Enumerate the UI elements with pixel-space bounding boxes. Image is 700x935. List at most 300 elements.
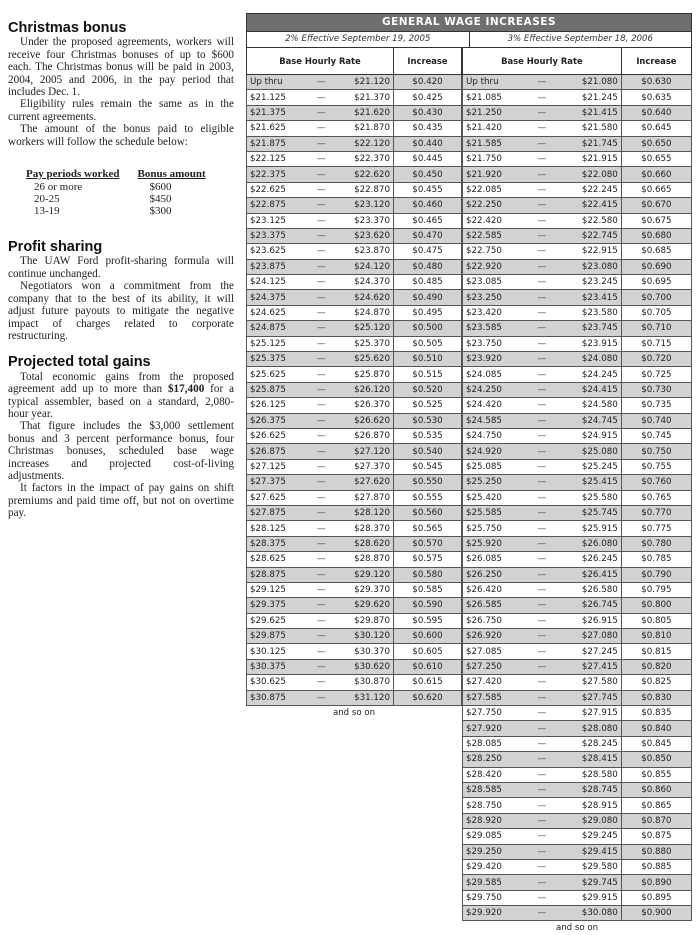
increase-cell: $0.455 [394, 182, 462, 197]
rate-to-cell: $29.080 [549, 813, 621, 828]
wage-row [463, 305, 692, 320]
increase-cell: $0.800 [621, 598, 691, 613]
wage-row [463, 844, 692, 859]
range-dash: — [314, 367, 329, 382]
table1-wrapper [246, 47, 462, 720]
range-dash: — [535, 521, 550, 536]
figure-includes-paragraph: That figure includes the $3,000 settlement bonus and 3 percent performance bonus, four Christmas bonuses, scheduled base wage increases and projected cost-of-living adjustments. [8, 420, 234, 482]
rate-from-cell: $21.085 [463, 90, 535, 105]
increase-cell: $0.480 [394, 259, 462, 274]
rate-to-cell: $29.245 [549, 829, 621, 844]
wage-tables [246, 47, 692, 935]
rate-to-cell: $24.915 [549, 428, 621, 443]
rate-to-cell: $27.870 [329, 490, 394, 505]
increase-cell: $0.530 [394, 413, 462, 428]
wage-row [463, 690, 692, 705]
increase-cell: $0.440 [394, 136, 462, 151]
rate-from-cell: $30.125 [247, 644, 314, 659]
rate-from-cell: $28.625 [247, 552, 314, 567]
range-dash: — [535, 829, 550, 844]
range-dash: — [314, 398, 329, 413]
rate-to-cell: $21.415 [549, 105, 621, 120]
increase-cell: $0.635 [621, 90, 691, 105]
range-dash: — [314, 552, 329, 567]
rate-to-cell: $23.245 [549, 275, 621, 290]
range-dash: — [314, 382, 329, 397]
wage-row [247, 75, 462, 90]
rate-from-cell: $27.875 [247, 505, 314, 520]
range-dash: — [535, 275, 550, 290]
wage-row [463, 244, 692, 259]
wage-row [463, 644, 692, 659]
wage-row [247, 382, 462, 397]
rate-to-cell: $25.915 [549, 521, 621, 536]
increase-cell: $0.550 [394, 475, 462, 490]
increase-cell: $0.795 [621, 582, 691, 597]
rate-to-cell: $29.870 [329, 613, 394, 628]
range-dash: — [535, 121, 550, 136]
rate-from-cell: $24.750 [463, 428, 535, 443]
rate-to-cell: $27.745 [549, 690, 621, 705]
increase-cell: $0.470 [394, 228, 462, 243]
wage-row [247, 275, 462, 290]
total-gains-paragraph [8, 371, 234, 421]
rate-from-cell: $29.585 [463, 875, 535, 890]
increase-cell: $0.540 [394, 444, 462, 459]
wage-row [247, 398, 462, 413]
range-dash: — [535, 490, 550, 505]
rate-from-cell: $23.875 [247, 259, 314, 274]
rate-from-cell: $30.375 [247, 659, 314, 674]
rate-from-cell: $23.420 [463, 305, 535, 320]
profit-sharing-paragraph: The UAW Ford profit-sharing formula will continue unchanged. [8, 255, 234, 280]
rate-to-cell: $28.580 [549, 767, 621, 782]
rate-to-cell: $24.370 [329, 275, 394, 290]
wage-row [247, 629, 462, 644]
rate-from-cell: $24.625 [247, 305, 314, 320]
base-rate-header: Base Hourly Rate [463, 48, 622, 75]
rate-from-cell: $29.625 [247, 613, 314, 628]
increase-cell: $0.815 [621, 644, 691, 659]
increase-cell: $0.460 [394, 198, 462, 213]
range-dash: — [314, 690, 329, 705]
effective-dates-row [246, 32, 692, 47]
range-dash: — [535, 875, 550, 890]
range-dash: — [535, 906, 550, 921]
rate-from-cell: $26.125 [247, 398, 314, 413]
wage-row [247, 444, 462, 459]
increase-cell: $0.700 [621, 290, 691, 305]
range-dash: — [314, 413, 329, 428]
total-gains-text-start: Total economic gains from the proposed agreement add up to more than [8, 370, 234, 396]
wage-row [247, 90, 462, 105]
wage-row [463, 275, 692, 290]
increase-cell: $0.885 [621, 859, 691, 874]
rate-to-cell: $24.245 [549, 367, 621, 382]
rate-to-cell: $26.620 [329, 413, 394, 428]
rate-from-cell: $22.585 [463, 228, 535, 243]
rate-to-cell: $23.745 [549, 321, 621, 336]
rate-to-cell: $27.415 [549, 659, 621, 674]
rate-from-cell: $21.250 [463, 105, 535, 120]
increase-cell: $0.810 [621, 629, 691, 644]
wage-row [247, 659, 462, 674]
increase-cell: $0.590 [394, 598, 462, 613]
wage-row [247, 675, 462, 690]
increase-cell: $0.755 [621, 459, 691, 474]
rate-from-cell: $25.585 [463, 505, 535, 520]
increase-cell: $0.545 [394, 459, 462, 474]
rate-from-cell: $27.250 [463, 659, 535, 674]
wage-row [247, 352, 462, 367]
rate-to-cell: $23.080 [549, 259, 621, 274]
wage-row [463, 475, 692, 490]
wage-row [463, 752, 692, 767]
range-dash: — [535, 336, 550, 351]
rate-from-cell: $21.375 [247, 105, 314, 120]
increase-cell: $0.820 [621, 659, 691, 674]
wage-row [463, 290, 692, 305]
increase-cell: $0.650 [621, 136, 691, 151]
rate-from-cell: $26.750 [463, 613, 535, 628]
rate-to-cell: $22.915 [549, 244, 621, 259]
rate-to-cell: $27.370 [329, 459, 394, 474]
rate-from-cell: $27.585 [463, 690, 535, 705]
range-dash: — [535, 659, 550, 674]
increase-cell: $0.640 [621, 105, 691, 120]
increase-cell: $0.775 [621, 521, 691, 536]
rate-to-cell: $22.620 [329, 167, 394, 182]
rate-from-cell: $27.375 [247, 475, 314, 490]
rate-from-cell: $28.750 [463, 798, 535, 813]
increase-cell: $0.490 [394, 290, 462, 305]
rate-from-cell: $25.375 [247, 352, 314, 367]
range-dash: — [535, 644, 550, 659]
increase-cell: $0.695 [621, 275, 691, 290]
christmas-bonus-section [8, 22, 234, 217]
rate-from-cell: $24.375 [247, 290, 314, 305]
rate-from-cell: $25.920 [463, 536, 535, 551]
rate-from-cell: $28.125 [247, 521, 314, 536]
table2-effective-heading: 3% Effective September 18, 2006 [507, 34, 653, 44]
range-dash: — [535, 398, 550, 413]
range-dash: — [314, 198, 329, 213]
rate-from-cell: $26.875 [247, 444, 314, 459]
wage-row [463, 890, 692, 905]
christmas-bonus-paragraph: Under the proposed agreements, workers will receive four Christmas bonuses of up to $600 each. The Christmas bonus will be paid in 2003, 2004, 2005 and 2006, in the pay period that includes Dec. 1. [8, 36, 234, 99]
rate-to-cell: $26.915 [549, 613, 621, 628]
increase-cell: $0.570 [394, 536, 462, 551]
rate-from-cell: $22.250 [463, 198, 535, 213]
rate-to-cell: $23.915 [549, 336, 621, 351]
rate-to-cell: $24.415 [549, 382, 621, 397]
wage-row [247, 198, 462, 213]
rate-to-cell: $26.580 [549, 582, 621, 597]
wage-row [463, 151, 692, 166]
rate-from-cell: $24.250 [463, 382, 535, 397]
wage-increases-title: GENERAL WAGE INCREASES [246, 13, 692, 32]
wage-row [463, 90, 692, 105]
wage-row [463, 552, 692, 567]
range-dash: — [535, 167, 550, 182]
rate-to-cell: $25.580 [549, 490, 621, 505]
range-dash: — [535, 567, 550, 582]
increase-cell: $0.585 [394, 582, 462, 597]
range-dash: — [314, 167, 329, 182]
rate-to-cell: $29.745 [549, 875, 621, 890]
rate-from-cell: $29.125 [247, 582, 314, 597]
increase-cell: $0.735 [621, 398, 691, 413]
wage-row [247, 428, 462, 443]
range-dash: — [314, 105, 329, 120]
rate-to-cell: $28.745 [549, 782, 621, 797]
increase-cell: $0.730 [621, 382, 691, 397]
wage-row [463, 859, 692, 874]
rate-to-cell: $21.870 [329, 121, 394, 136]
wage-row [463, 213, 692, 228]
range-dash: — [535, 736, 550, 751]
bonus-amount-cell: $600 [149, 181, 172, 194]
wage-row [463, 121, 692, 136]
rate-from-cell: $21.875 [247, 136, 314, 151]
increase-cell: $0.660 [621, 167, 691, 182]
wage-row [463, 613, 692, 628]
base-rate-header: Base Hourly Rate [247, 48, 394, 75]
increase-cell: $0.750 [621, 444, 691, 459]
range-dash: — [535, 767, 550, 782]
rate-from-cell: $24.420 [463, 398, 535, 413]
rate-from-cell: $21.625 [247, 121, 314, 136]
rate-from-cell: $22.920 [463, 259, 535, 274]
rate-from-cell: $27.125 [247, 459, 314, 474]
wage-increases-panel [246, 13, 692, 935]
rate-from-cell: $24.585 [463, 413, 535, 428]
range-dash: — [314, 505, 329, 520]
rate-from-cell: $27.420 [463, 675, 535, 690]
range-dash: — [314, 244, 329, 259]
rate-from-cell: $23.920 [463, 352, 535, 367]
rate-from-cell: $25.125 [247, 336, 314, 351]
range-dash: — [535, 290, 550, 305]
range-dash: — [314, 521, 329, 536]
increase-cell: $0.600 [394, 629, 462, 644]
bonus-amount-header: Bonus amount [137, 168, 206, 181]
wage-row [247, 490, 462, 505]
wage-row [463, 105, 692, 120]
rate-from-cell: $25.750 [463, 521, 535, 536]
rate-to-cell: $23.120 [329, 198, 394, 213]
rate-to-cell: $25.080 [549, 444, 621, 459]
increase-cell: $0.870 [621, 813, 691, 828]
rate-from-cell: $27.920 [463, 721, 535, 736]
range-dash: — [535, 859, 550, 874]
increase-cell: $0.580 [394, 567, 462, 582]
wage-table-2006 [462, 47, 692, 921]
pay-periods-cell: 20-25 [34, 193, 60, 206]
range-dash: — [314, 290, 329, 305]
rate-to-cell: $23.415 [549, 290, 621, 305]
range-dash: — [535, 367, 550, 382]
table2-wrapper [462, 47, 692, 935]
rate-to-cell: $23.870 [329, 244, 394, 259]
rate-to-cell: $26.370 [329, 398, 394, 413]
range-dash: — [535, 798, 550, 813]
rate-from-cell: $29.085 [463, 829, 535, 844]
range-dash: — [535, 213, 550, 228]
range-dash: — [535, 136, 550, 151]
rate-to-cell: $24.120 [329, 259, 394, 274]
range-dash: — [314, 675, 329, 690]
rate-from-cell: $23.250 [463, 290, 535, 305]
wage-row [463, 582, 692, 597]
bonus-row [26, 181, 224, 193]
rate-to-cell: $21.080 [549, 75, 621, 90]
range-dash: — [314, 336, 329, 351]
range-dash: — [535, 105, 550, 120]
wage-row [463, 352, 692, 367]
rate-from-cell: $29.250 [463, 844, 535, 859]
increase-cell: $0.615 [394, 675, 462, 690]
rate-to-cell: $25.120 [329, 321, 394, 336]
increase-cell: $0.890 [621, 875, 691, 890]
wage-row [247, 505, 462, 520]
rate-from-cell: $28.585 [463, 782, 535, 797]
rate-to-cell: $22.415 [549, 198, 621, 213]
range-dash: — [535, 536, 550, 551]
increase-cell: $0.450 [394, 167, 462, 182]
rate-from-cell: $25.250 [463, 475, 535, 490]
wage-row [463, 875, 692, 890]
range-dash: — [314, 352, 329, 367]
rate-to-cell: $21.915 [549, 151, 621, 166]
range-dash: — [314, 459, 329, 474]
rate-to-cell: $27.915 [549, 706, 621, 721]
wage-row [247, 521, 462, 536]
increase-cell: $0.595 [394, 613, 462, 628]
rate-to-cell: $27.080 [549, 629, 621, 644]
increase-cell: $0.745 [621, 428, 691, 443]
range-dash: — [314, 136, 329, 151]
rate-to-cell: $29.580 [549, 859, 621, 874]
increase-cell: $0.690 [621, 259, 691, 274]
increase-cell: $0.740 [621, 413, 691, 428]
pay-gains-impact-paragraph: It factors in the impact of pay gains on shift premiums and paid time off, but not on overtime pay. [8, 482, 234, 520]
range-dash: — [535, 382, 550, 397]
increase-cell: $0.760 [621, 475, 691, 490]
wage-row [247, 367, 462, 382]
rate-to-cell: $28.415 [549, 752, 621, 767]
increase-cell: $0.565 [394, 521, 462, 536]
wage-row [463, 490, 692, 505]
rate-to-cell: $30.370 [329, 644, 394, 659]
range-dash: — [314, 321, 329, 336]
rate-from-cell: $23.085 [463, 275, 535, 290]
range-dash: — [535, 613, 550, 628]
rate-to-cell: $30.080 [549, 906, 621, 921]
wage-row [463, 629, 692, 644]
wage-row [463, 75, 692, 90]
increase-cell: $0.685 [621, 244, 691, 259]
range-dash: — [314, 629, 329, 644]
wage-row [463, 228, 692, 243]
wage-row [463, 321, 692, 336]
range-dash: — [314, 490, 329, 505]
increase-header: Increase [621, 48, 691, 75]
rate-from-cell: $29.750 [463, 890, 535, 905]
rate-from-cell: $24.125 [247, 275, 314, 290]
rate-from-cell: $23.585 [463, 321, 535, 336]
wage-row [247, 459, 462, 474]
increase-cell: $0.850 [621, 752, 691, 767]
rate-to-cell: $26.870 [329, 428, 394, 443]
range-dash: — [535, 244, 550, 259]
increase-cell: $0.465 [394, 213, 462, 228]
increase-cell: $0.510 [394, 352, 462, 367]
rate-from-cell: $22.375 [247, 167, 314, 182]
wage-row [247, 182, 462, 197]
wage-row [463, 198, 692, 213]
wage-row [247, 336, 462, 351]
wage-row [463, 336, 692, 351]
rate-to-cell: $21.620 [329, 105, 394, 120]
rate-to-cell: $25.620 [329, 352, 394, 367]
rate-to-cell: $29.915 [549, 890, 621, 905]
range-dash: — [535, 413, 550, 428]
wage-row [463, 829, 692, 844]
increase-cell: $0.605 [394, 644, 462, 659]
wage-row [247, 567, 462, 582]
wage-row [247, 644, 462, 659]
range-dash: — [535, 721, 550, 736]
range-dash: — [535, 813, 550, 828]
rate-to-cell: $22.080 [549, 167, 621, 182]
rate-to-cell: $22.745 [549, 228, 621, 243]
rate-from-cell: $26.420 [463, 582, 535, 597]
rate-to-cell: $28.620 [329, 536, 394, 551]
wage-row [247, 151, 462, 166]
rate-to-cell: $26.415 [549, 567, 621, 582]
increase-cell: $0.880 [621, 844, 691, 859]
rate-to-cell: $25.415 [549, 475, 621, 490]
wage-row [247, 290, 462, 305]
wage-row [463, 382, 692, 397]
rate-to-cell: $30.870 [329, 675, 394, 690]
rate-to-cell: $28.245 [549, 736, 621, 751]
rate-from-cell: $21.125 [247, 90, 314, 105]
increase-cell: $0.790 [621, 567, 691, 582]
increase-cell: $0.620 [394, 690, 462, 705]
range-dash: — [314, 90, 329, 105]
bonus-schedule-table [26, 168, 224, 217]
range-dash: — [535, 321, 550, 336]
increase-cell: $0.845 [621, 736, 691, 751]
increase-cell: $0.555 [394, 490, 462, 505]
range-dash: — [314, 151, 329, 166]
range-dash: — [535, 690, 550, 705]
wage-row [463, 398, 692, 413]
range-dash: — [535, 182, 550, 197]
rate-to-cell: $27.245 [549, 644, 621, 659]
wage-row [463, 367, 692, 382]
range-dash: — [535, 228, 550, 243]
range-dash: — [314, 75, 329, 90]
rate-to-cell: $25.245 [549, 459, 621, 474]
range-dash: — [314, 582, 329, 597]
range-dash: — [314, 567, 329, 582]
rate-to-cell: $23.580 [549, 305, 621, 320]
range-dash: — [314, 305, 329, 320]
wage-row [463, 706, 692, 721]
